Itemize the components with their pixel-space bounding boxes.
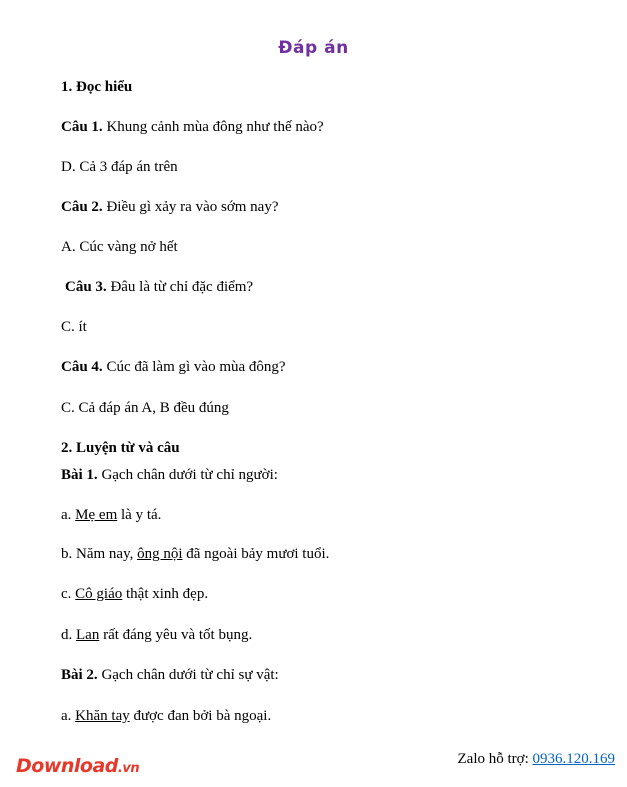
item-prefix: a. bbox=[61, 507, 76, 523]
underlined-word: ông nội bbox=[137, 546, 183, 562]
item-suffix: thật xinh đẹp. bbox=[122, 586, 209, 602]
answer-4: C. Cả đáp án A, B đều đúng bbox=[61, 400, 229, 416]
logo-suffix-text: .vn bbox=[117, 761, 140, 776]
question-text: Đâu là từ chỉ đặc điểm? bbox=[106, 279, 254, 295]
question-4 bbox=[61, 357, 286, 377]
exercise-1-heading bbox=[61, 465, 278, 485]
item-suffix: rất đáng yêu và tốt bụng. bbox=[99, 627, 253, 643]
question-label: Câu 3. bbox=[65, 279, 107, 295]
underlined-word: Khăn tay bbox=[75, 708, 130, 724]
question-1 bbox=[61, 117, 324, 137]
question-label: Câu 2. bbox=[61, 199, 103, 215]
exercise-2-item-a bbox=[61, 706, 271, 726]
item-suffix: đã ngoài bảy mươi tuổi. bbox=[182, 546, 330, 562]
question-text: Cúc đã làm gì vào mùa đông? bbox=[102, 359, 286, 375]
exercise-1-item-d bbox=[61, 625, 252, 645]
question-text: Khung cảnh mùa đông như thế nào? bbox=[102, 119, 324, 135]
underlined-word: Lan bbox=[76, 627, 100, 643]
zalo-support bbox=[458, 751, 616, 768]
question-label: Câu 4. bbox=[61, 359, 103, 375]
exercise-1-item-c bbox=[61, 584, 208, 604]
answer-1: D. Cả 3 đáp án trên bbox=[61, 159, 178, 175]
item-suffix: được đan bởi bà ngoại. bbox=[129, 708, 272, 724]
answer-3: C. ít bbox=[61, 319, 87, 335]
item-prefix: a. bbox=[61, 708, 76, 724]
exercise-text: Gạch chân dưới từ chỉ sự vật: bbox=[97, 667, 279, 683]
exercise-label: Bài 1. bbox=[61, 467, 98, 483]
question-text: Điều gì xảy ra vào sớm nay? bbox=[102, 199, 279, 215]
logo-main-text: Download bbox=[16, 755, 118, 777]
item-suffix: là y tá. bbox=[117, 507, 162, 523]
exercise-2-heading bbox=[61, 665, 279, 685]
item-prefix: d. bbox=[61, 627, 76, 643]
section-heading-doc-hieu: 1. Đọc hiểu bbox=[61, 79, 133, 95]
question-2 bbox=[61, 197, 278, 217]
section-heading-luyen-tu: 2. Luyện từ và câu bbox=[61, 440, 180, 456]
exercise-text: Gạch chân dưới từ chỉ người: bbox=[97, 467, 278, 483]
exercise-1-item-a bbox=[61, 505, 161, 525]
question-label: Câu 1. bbox=[61, 119, 103, 135]
zalo-label: Zalo hỗ trợ: bbox=[457, 751, 533, 767]
page-title: Đáp án bbox=[278, 38, 349, 58]
answer-2: A. Cúc vàng nở hết bbox=[61, 239, 178, 255]
item-prefix: c. bbox=[61, 586, 76, 602]
question-3 bbox=[65, 277, 253, 297]
exercise-label: Bài 2. bbox=[61, 667, 98, 683]
download-vn-logo[interactable] bbox=[16, 755, 139, 777]
underlined-word: Cô giáo bbox=[75, 586, 123, 602]
item-prefix: b. Năm nay, bbox=[61, 546, 138, 562]
underlined-word: Mẹ em bbox=[75, 507, 118, 523]
exercise-1-item-b bbox=[61, 544, 329, 564]
zalo-phone-link[interactable]: 0936.120.169 bbox=[532, 751, 615, 767]
